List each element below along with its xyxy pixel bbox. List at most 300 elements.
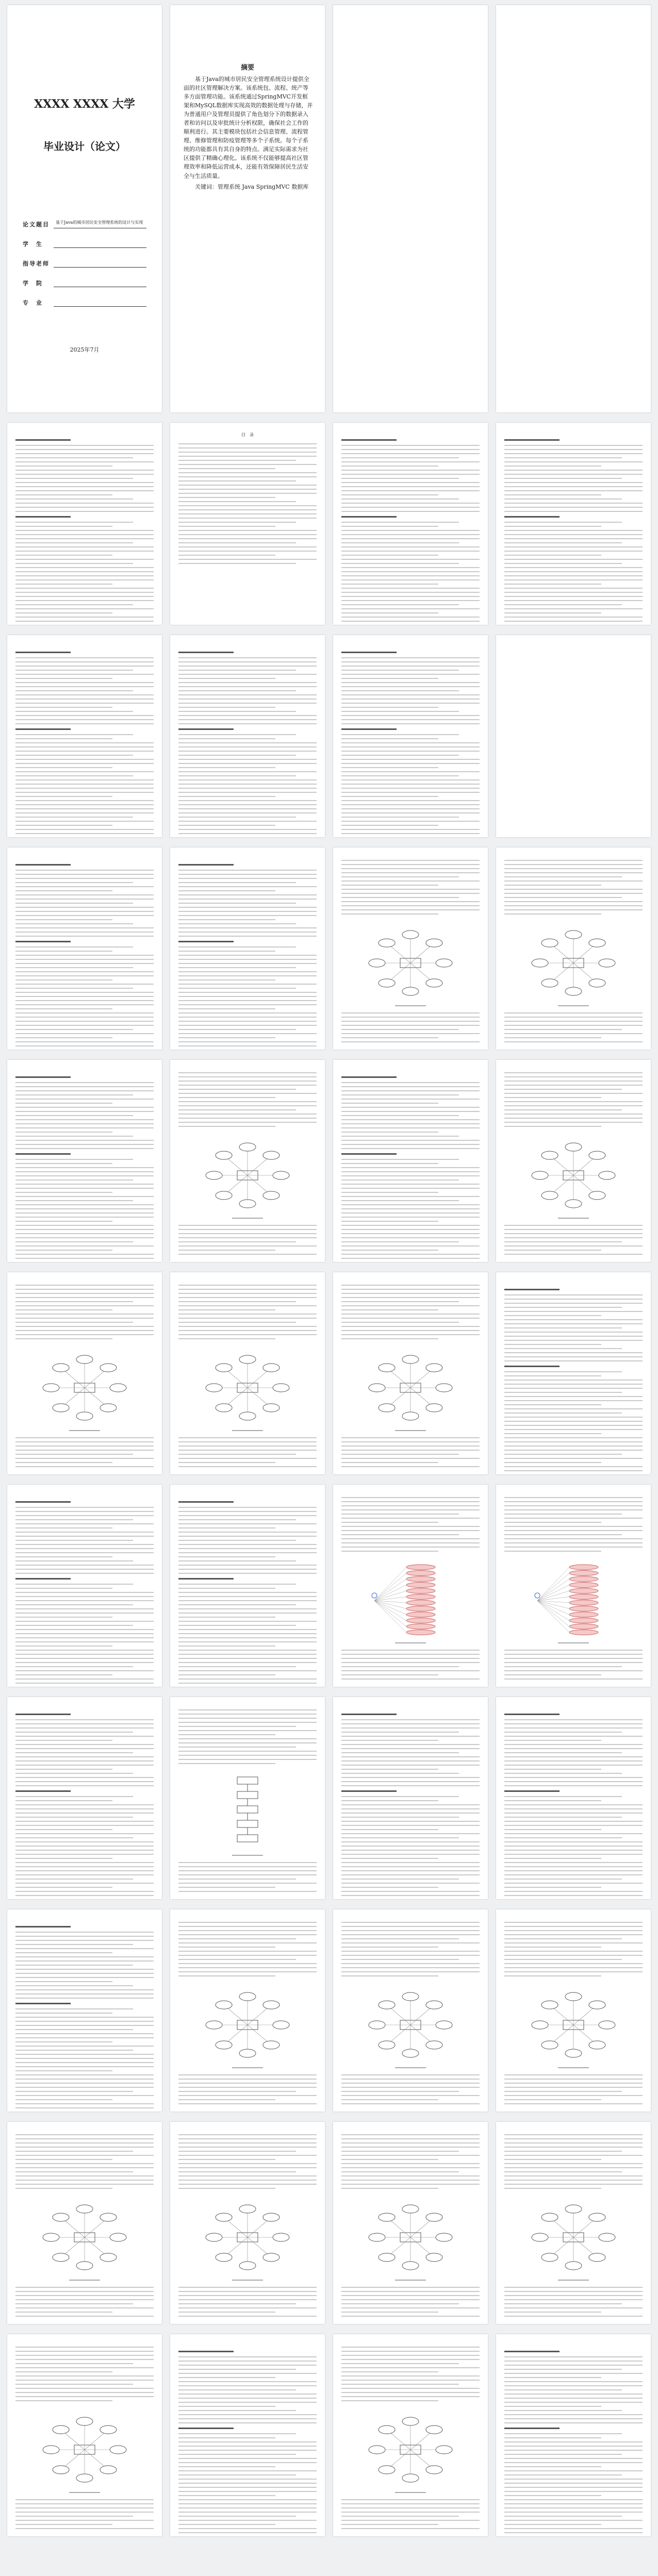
text-line — [504, 1356, 643, 1357]
text-line — [341, 1821, 480, 1822]
text-line — [178, 829, 317, 830]
text-line — [15, 1588, 112, 1589]
text-line — [504, 2295, 643, 2296]
text-line — [341, 1094, 459, 1095]
text-line — [504, 1122, 643, 1123]
text-line — [341, 1744, 480, 1745]
attribute-ellipse — [541, 2213, 558, 2221]
text-line — [504, 604, 622, 605]
text-line — [504, 571, 643, 572]
text-line — [504, 1967, 643, 1968]
text-line — [15, 1841, 154, 1842]
text-line — [178, 678, 275, 679]
text-lines — [504, 2347, 643, 2536]
text-line — [504, 1466, 643, 1467]
text-lines — [504, 435, 643, 625]
text-line — [504, 612, 601, 613]
text-line — [178, 1629, 317, 1630]
text-line — [504, 2385, 643, 2386]
text-line — [15, 457, 133, 458]
text-line — [178, 833, 317, 834]
text-line — [178, 666, 317, 667]
text-lines — [341, 2287, 480, 2320]
text-line — [341, 829, 480, 830]
text-line — [341, 1021, 480, 1022]
text-line — [504, 1311, 643, 1312]
text-line — [15, 1633, 154, 1634]
text-line — [178, 2151, 296, 2152]
document-page — [7, 1060, 162, 1262]
text-line — [504, 1037, 601, 1038]
text-line — [178, 2083, 317, 2084]
text-line — [341, 1850, 480, 1851]
text-lines — [15, 647, 154, 837]
text-line — [504, 1454, 622, 1455]
usecase-ellipse — [406, 1624, 435, 1629]
text-line — [341, 1719, 480, 1720]
text-lines — [341, 2499, 480, 2532]
attribute-ellipse — [76, 2474, 93, 2482]
text-line — [341, 1037, 438, 1038]
text-line — [178, 2099, 275, 2100]
text-line — [341, 1650, 480, 1651]
text-line — [15, 1989, 154, 1990]
text-line — [178, 2167, 317, 2168]
text-line — [504, 1408, 643, 1409]
text-line — [504, 1930, 643, 1931]
text-line — [178, 1021, 317, 1022]
text-line — [341, 470, 480, 471]
text-line — [504, 1887, 601, 1888]
text-line — [178, 522, 296, 523]
text-line — [178, 1289, 317, 1290]
attribute-ellipse — [436, 2446, 452, 2454]
field-value: 基于Java的城市居民安全管理系统的设计与实现 — [54, 220, 146, 228]
text-line — [341, 657, 480, 658]
text-line — [15, 1076, 71, 1078]
attribute-ellipse — [53, 2253, 69, 2262]
document-page — [333, 1697, 488, 1899]
text-line — [15, 1527, 112, 1528]
text-line — [504, 1942, 643, 1943]
text-line — [15, 1309, 112, 1310]
text-line — [15, 2107, 154, 2108]
text-line — [15, 2070, 112, 2071]
text-line — [504, 538, 643, 539]
text-line — [504, 494, 601, 495]
text-line — [178, 1734, 275, 1735]
text-line — [15, 1245, 154, 1247]
text-line — [178, 501, 296, 502]
text-line — [178, 2499, 317, 2500]
text-line — [341, 2351, 480, 2352]
text-line — [341, 1103, 438, 1104]
text-line — [178, 2470, 317, 2471]
text-line — [504, 1769, 601, 1770]
attribute-ellipse — [239, 2262, 256, 2270]
text-lines — [504, 1285, 643, 1474]
text-line — [341, 2516, 459, 2517]
connector-line — [537, 1573, 569, 1601]
text-lines — [15, 1922, 154, 2112]
text-line — [178, 1621, 317, 1622]
flow-box — [237, 1806, 258, 1813]
text-line — [15, 2008, 133, 2009]
text-line — [341, 608, 480, 609]
text-line — [15, 907, 154, 908]
text-line — [504, 511, 643, 512]
text-line — [341, 1462, 438, 1463]
text-line — [15, 1163, 112, 1164]
document-page — [170, 1485, 325, 1687]
text-line — [178, 719, 317, 720]
text-line — [178, 2365, 317, 2366]
text-line — [504, 2103, 643, 2104]
text-line — [178, 1322, 296, 1323]
text-line — [504, 1719, 643, 1720]
text-line — [178, 1000, 317, 1001]
text-line — [504, 2381, 643, 2382]
text-line — [178, 975, 317, 976]
text-line — [15, 1103, 112, 1104]
text-line — [15, 1289, 154, 1290]
text-line — [341, 461, 480, 462]
text-line — [15, 1123, 154, 1124]
text-line — [341, 755, 459, 756]
text-line — [15, 1560, 133, 1561]
text-line — [504, 490, 643, 491]
attribute-ellipse — [239, 2205, 256, 2213]
figure-caption-line — [170, 2280, 325, 2281]
text-line — [504, 449, 643, 450]
text-line — [341, 2180, 480, 2181]
text-line — [178, 2524, 275, 2525]
text-lines — [504, 2074, 643, 2107]
text-line — [178, 546, 317, 547]
text-line — [178, 1089, 296, 1090]
abstract-page — [170, 5, 325, 412]
usecase-ellipse — [569, 1588, 598, 1593]
text-line — [504, 2422, 643, 2423]
figure-caption-line — [333, 2492, 488, 2493]
diagram-figure — [38, 1350, 131, 1427]
text-line — [15, 1330, 154, 1331]
text-line — [178, 728, 234, 730]
text-line — [504, 1870, 643, 1871]
text-line — [178, 742, 317, 743]
field-label: 学 院 — [23, 280, 43, 287]
text-line — [341, 759, 480, 760]
text-line — [341, 1115, 459, 1116]
text-line — [15, 1217, 154, 1218]
text-line — [504, 1650, 643, 1651]
text-line — [178, 1072, 317, 1073]
text-line — [341, 1547, 480, 1548]
text-line — [504, 453, 643, 454]
text-line — [341, 1144, 480, 1145]
text-line — [341, 1891, 480, 1892]
text-line — [341, 742, 480, 743]
text-line — [504, 1883, 643, 1884]
text-line — [15, 1017, 154, 1018]
text-line — [15, 1532, 154, 1533]
text-line — [15, 2371, 112, 2372]
text-line — [178, 2516, 296, 2517]
text-line — [504, 546, 643, 547]
text-line — [504, 1858, 601, 1859]
text-lines — [504, 1709, 643, 1899]
text-line — [504, 1922, 643, 1923]
text-line — [178, 771, 317, 772]
text-line — [341, 1140, 480, 1141]
text-lines — [504, 860, 643, 918]
text-line — [504, 2134, 643, 2135]
text-line — [178, 1450, 317, 1451]
text-line — [178, 2180, 317, 2181]
text-line — [341, 1808, 480, 1809]
text-line — [178, 707, 275, 708]
text-line — [15, 2175, 154, 2176]
text-line — [15, 1221, 112, 1222]
text-line — [341, 2396, 480, 2397]
document-page — [333, 1485, 488, 1687]
text-line — [15, 439, 71, 441]
text-line — [504, 2287, 643, 2288]
text-line — [178, 526, 275, 527]
usecase-ellipse — [569, 1606, 598, 1611]
text-line — [15, 1192, 112, 1193]
text-line — [341, 1289, 480, 1290]
text-line — [341, 1293, 480, 1294]
text-line — [341, 1670, 480, 1671]
text-line — [341, 1330, 480, 1331]
text-line — [504, 2307, 643, 2308]
text-line — [341, 686, 480, 687]
text-line — [341, 864, 480, 865]
text-line — [178, 661, 317, 662]
text-line — [504, 905, 643, 906]
text-line — [341, 1785, 480, 1786]
text-line — [341, 457, 459, 458]
text-line — [504, 1348, 622, 1349]
text-line — [178, 2316, 317, 2317]
text-line — [178, 1883, 317, 1884]
text-line — [504, 507, 643, 508]
text-line — [178, 1536, 317, 1537]
text-line — [504, 567, 643, 568]
text-line — [504, 1501, 643, 1502]
text-line — [15, 1153, 71, 1155]
text-line — [178, 505, 317, 506]
document-page — [333, 847, 488, 1050]
text-lines — [341, 860, 480, 918]
text-lines — [15, 2287, 154, 2320]
text-line — [341, 530, 480, 531]
text-line — [341, 1153, 397, 1155]
text-line — [341, 563, 459, 564]
blank-page — [496, 5, 651, 412]
text-line — [178, 2287, 317, 2288]
text-line — [15, 2054, 154, 2055]
text-line — [15, 1956, 154, 1957]
text-line — [504, 1963, 643, 1964]
text-line — [341, 2367, 480, 2368]
text-line — [341, 1971, 480, 1972]
abstract-body — [184, 75, 314, 191]
text-line — [504, 563, 622, 564]
text-line — [341, 1938, 459, 1939]
text-line — [15, 1926, 71, 1927]
text-line — [178, 1747, 296, 1748]
text-lines — [15, 1437, 154, 1470]
text-line — [341, 2188, 438, 2189]
usecase-ellipse — [569, 1630, 598, 1635]
text-line — [504, 2454, 622, 2455]
text-line — [178, 890, 275, 891]
text-line — [504, 1025, 643, 1026]
text-line — [341, 2299, 480, 2300]
text-line — [15, 1813, 154, 1814]
figure-caption-line — [333, 1430, 488, 1431]
text-line — [178, 1763, 275, 1764]
text-line — [15, 829, 154, 830]
text-line — [15, 946, 133, 948]
text-line — [504, 2458, 643, 2459]
text-line — [15, 2355, 154, 2356]
text-line — [504, 1522, 601, 1523]
text-line — [341, 2184, 480, 2185]
text-line — [504, 2299, 643, 2300]
text-line — [178, 1109, 296, 1110]
document-page — [333, 635, 488, 837]
text-line — [341, 1250, 438, 1251]
attribute-ellipse — [53, 2213, 69, 2221]
text-line — [341, 2499, 480, 2500]
text-line — [504, 1841, 643, 1842]
text-line — [178, 723, 317, 724]
text-line — [15, 711, 133, 712]
field-value — [54, 259, 146, 268]
text-line — [341, 2400, 438, 2401]
text-line — [15, 1450, 154, 1451]
text-line — [15, 2058, 154, 2059]
text-line — [15, 767, 112, 768]
text-line — [341, 482, 480, 483]
text-line — [15, 1662, 154, 1663]
text-line — [15, 1132, 112, 1133]
text-line — [341, 792, 480, 793]
text-line — [178, 1101, 317, 1102]
text-line — [15, 1874, 154, 1875]
text-line — [341, 711, 459, 712]
attribute-ellipse — [402, 1412, 419, 1420]
text-line — [341, 771, 480, 772]
text-line — [15, 1625, 133, 1626]
diagram-figure — [364, 925, 457, 1002]
usecase-ellipse — [406, 1571, 435, 1576]
text-line — [341, 478, 459, 479]
text-line — [504, 1781, 643, 1782]
text-line — [504, 1012, 643, 1013]
text-line — [178, 2406, 275, 2407]
text-line — [15, 494, 112, 495]
attribute-ellipse — [436, 2021, 452, 2029]
text-line — [504, 1813, 643, 1814]
text-line — [178, 1866, 317, 1867]
text-line — [15, 1548, 154, 1549]
text-line — [341, 1723, 480, 1724]
text-line — [15, 486, 154, 487]
connector-line — [537, 1601, 569, 1615]
text-line — [341, 1862, 480, 1863]
text-line — [178, 1233, 317, 1234]
document-page — [7, 1272, 162, 1474]
text-line — [178, 927, 317, 928]
text-line — [504, 1534, 622, 1535]
usecase-ellipse — [406, 1606, 435, 1611]
text-line — [15, 2380, 154, 2381]
text-line — [15, 2003, 71, 2004]
text-line — [15, 1025, 154, 1026]
text-line — [504, 1352, 643, 1353]
text-line — [341, 901, 480, 902]
text-line — [15, 1119, 154, 1120]
text-line — [504, 1241, 622, 1242]
text-line — [15, 1879, 133, 1880]
text-line — [15, 1817, 133, 1818]
text-line — [178, 1301, 296, 1302]
text-line — [341, 1338, 438, 1339]
text-line — [15, 941, 71, 942]
text-line — [504, 2503, 643, 2504]
text-line — [341, 703, 480, 704]
text-line — [15, 1175, 154, 1176]
text-line — [504, 2474, 622, 2475]
text-line — [504, 1732, 622, 1733]
text-line — [15, 1936, 154, 1937]
text-line — [15, 674, 154, 675]
text-lines — [15, 860, 154, 1050]
figure-caption-line — [7, 2492, 162, 2493]
text-line — [15, 2134, 154, 2135]
text-line — [504, 1360, 643, 1361]
text-line — [178, 443, 317, 444]
text-line — [178, 2138, 317, 2139]
text-line — [15, 516, 71, 518]
text-line — [15, 1437, 154, 1438]
text-line — [15, 955, 154, 956]
text-line — [178, 1600, 317, 1601]
connector-line — [537, 1601, 569, 1621]
text-line — [15, 670, 133, 671]
text-line — [15, 1458, 154, 1459]
text-lines — [504, 1012, 643, 1045]
text-line — [341, 893, 480, 894]
attribute-ellipse — [599, 959, 615, 967]
attribute-ellipse — [426, 2425, 442, 2434]
text-line — [504, 2095, 643, 2096]
text-line — [504, 2433, 622, 2434]
text-line — [178, 1445, 317, 1447]
text-line — [15, 571, 154, 572]
entity-figure — [201, 1987, 294, 2064]
text-line — [178, 1507, 317, 1508]
text-line — [15, 2351, 154, 2352]
text-line — [504, 1833, 643, 1834]
document-page — [170, 1272, 325, 1474]
text-line — [178, 1544, 317, 1545]
text-line — [15, 1334, 154, 1335]
